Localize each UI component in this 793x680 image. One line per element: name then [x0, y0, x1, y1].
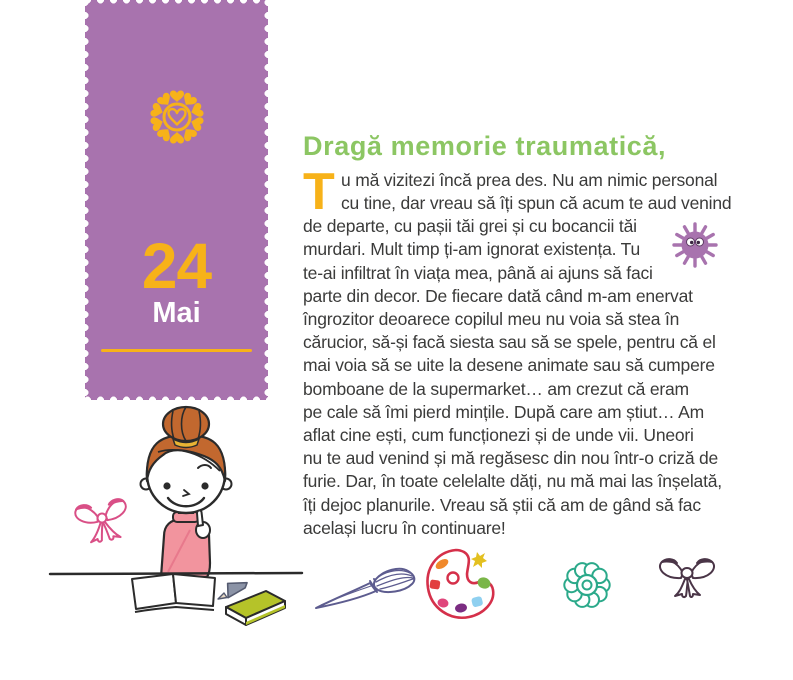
text-line: îngrozitor deoarece copilul meu nu voia să stea în	[303, 308, 680, 329]
text-line: te-ai infiltrat în viața mea, până ai ajuns să faci	[303, 262, 653, 283]
banner-underline	[101, 349, 252, 352]
text-line: mai voia să se uite la desene animate sau să cumpere	[303, 355, 715, 376]
text-line: pe cale să îmi pierd mințile. După care am știut… Am	[303, 401, 705, 422]
day-number: 24	[141, 230, 212, 302]
bow-icon	[654, 551, 720, 601]
letter-section	[303, 132, 777, 540]
text-line: u mă vizitezi încă prea des. Nu am nimic personal	[341, 169, 718, 190]
drop-cap: T	[303, 162, 335, 221]
writing-girl-illustration	[40, 402, 310, 640]
text-line: murdari. Mult timp ți-am ignorat existența. Tu	[303, 239, 641, 260]
stamp-perforation-right	[263, 0, 273, 404]
text-line: nu te aud venind și mă regăsesc din nou într-o criză de	[303, 448, 719, 469]
month-label: Mai	[152, 297, 201, 329]
stamp-perforation-left	[80, 0, 90, 404]
germ-icon	[671, 217, 719, 271]
text-line: același lucru în continuare!	[303, 517, 506, 538]
text-line: parte din decor. De fiecare dată când m-am enervat	[303, 285, 693, 306]
text-line: cu tine, dar vreau să îți spun că acum te aud venind	[341, 192, 732, 213]
text-line: îți dejoc planurile. Vreau să știi că am de gând să fac	[303, 494, 701, 515]
date-stamp-banner	[85, 0, 268, 400]
text-line: de departe, cu pașii tăi grei și cu bocancii tăi	[303, 216, 637, 237]
stamp-perforation-top	[81, 0, 272, 5]
paintbrush-icon	[312, 546, 422, 618]
paint-palette-icon	[420, 544, 500, 624]
text-line: bomboane de la supermarket… am crezut că eram	[303, 378, 689, 399]
text-line: aflat cine ești, cum funcționezi și de unde vii. Uneori	[303, 424, 694, 445]
text-line: furie. Dar, în toate celelalte dăți, nu mă mai las înșelată,	[303, 471, 722, 492]
letter-heading: Dragă memorie traumatică,	[303, 131, 667, 161]
flower-icon	[561, 561, 613, 609]
flower-heart-stamp-icon	[148, 86, 206, 146]
pink-bow-icon	[74, 498, 131, 545]
text-line: cărucior, să-și facă siesta sau să se spele, pentru că el	[303, 332, 716, 353]
